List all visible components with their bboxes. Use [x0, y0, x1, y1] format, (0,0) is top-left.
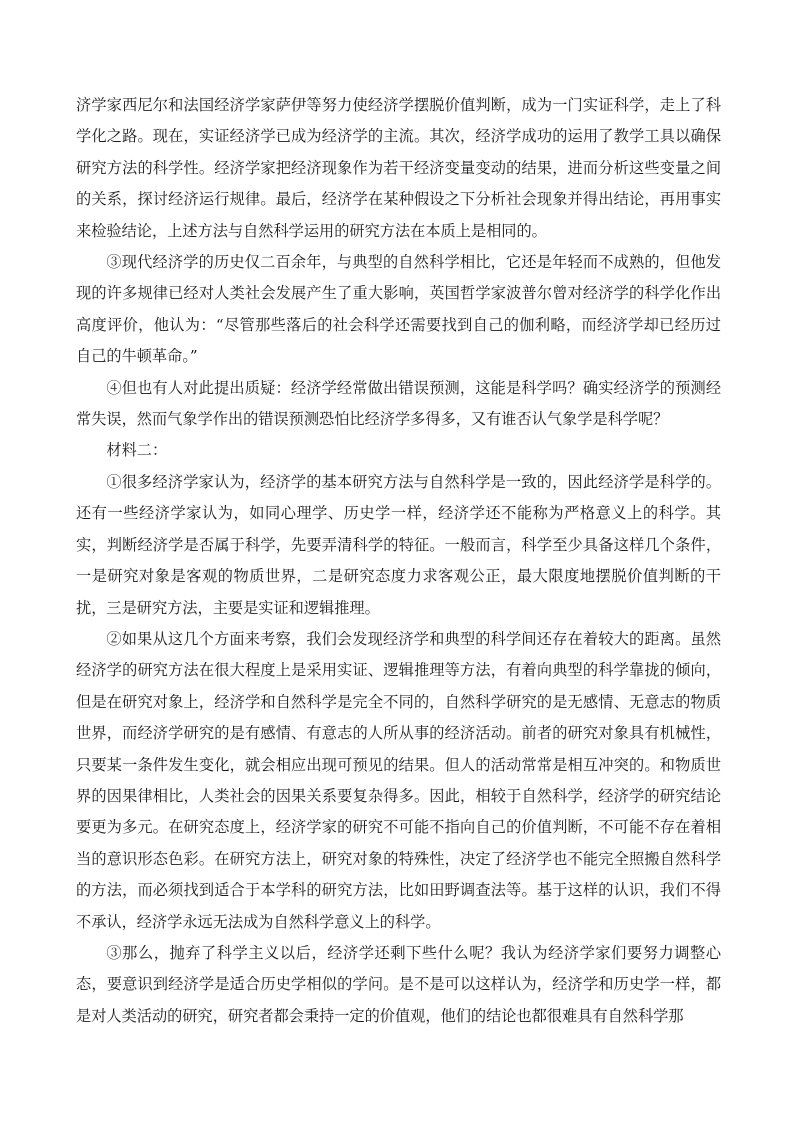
paragraph-material1-3: ③现代经济学的历史仅二百余年，与典型的自然科学相比，它还是年轻而不成熟的，但他发现的许多规律已经对人类社会发展产生了重大影响，英国哲学家波普尔曾对经济学的科学化作出高度评价，他认为：“尽管那些落后的社会科学还需要找到自己的伽利略，而经济学却已经历过自己的牛顿革命。”: [76, 253, 721, 366]
paragraph-material1-4: ④但也有人对此提出质疑：经济学经常做出错误预测，这能是科学吗？确实经济学的预测经常失误，然而气象学作出的错误预测恐怕比经济学多得多，又有谁否认气象学是科学呢？: [76, 378, 721, 429]
paragraph-material2-2: ②如果从这几个方面来考察，我们会发现经济学和典型的科学间还存在着较大的距离。虽然经济学的研究方法在很大程度上是采用实证、逻辑推理等方法，有着向典型的科学靠拢的倾向，但是在研究对象上，经济学和自然科学是完全不同的，自然科学研究的是无感情、无意志的物质世界，而经济学研究的是有感情、有意志的人所从事的经济活动。前者的研究对象具有机械性，只要某一条件发生变化，就会相应出现可预见的结果。但人的活动常常是相互冲突的。和物质世界的因果律相比，人类社会的因果关系要复杂得多。因此，相较于自然科学，经济学的研究结论要更为多元。在研究态度上，经济学家的研究不可能不指向自己的价值判断，不可能不存在着相当的意识形态色彩。在研究方法上，研究对象的特殊性，决定了经济学也不能完全照搬自然科学的方法，而必须找到适合于本学科的研究方法，比如田野调查法等。基于这样的认识，我们不得不承认，经济学永远无法成为自然科学意义上的科学。: [76, 629, 721, 931]
paragraph-continued: 济学家西尼尔和法国经济学家萨伊等努力使经济学摆脱价值判断，成为一门实证科学，走上了科学化之路。现在，实证经济学已成为经济学的主流。其次，经济学成功的运用了教学工具以确保研究方法的科学性。经济学家把经济现象作为若干经济变量变动的结果，进而分析这些变量之间的关系，探讨经济运行规律。最后，经济学在某种假设之下分析社会现象并得出结论，再用事实来检验结论，上述方法与自然科学运用的研究方法在本质上是相同的。: [76, 96, 721, 240]
document-page: [76, 90, 721, 1032]
material2-heading: 材料二：: [106, 441, 168, 460]
paragraph-material2-1: ①很多经济学家认为，经济学的基本研究方法与自然科学是一致的，因此经济学是科学的。还有一些经济学家认为，如同心理学、历史学一样，经济学还不能称为严格意义上的科学。其实，判断经济学是否属于科学，先要弄清科学的特征。一般而言，科学至少具备这样几个条件，一是研究对象是客观的物质世界，二是研究态度力求客观公正，最大限度地摆脱价值判断的干扰，三是研究方法，主要是实证和逻辑推理。: [76, 472, 721, 617]
paragraph-material2-3: ③那么，抛弃了科学主义以后，经济学还剩下些什么呢？我认为经济学家们要努力调整心态，要意识到经济学是适合历史学相似的学问。是不是可以这样认为，经济学和历史学一样，都是对人类活动的研究，研究者都会秉持一定的价值观，他们的结论也都很难具有自然科学那: [76, 943, 721, 1025]
